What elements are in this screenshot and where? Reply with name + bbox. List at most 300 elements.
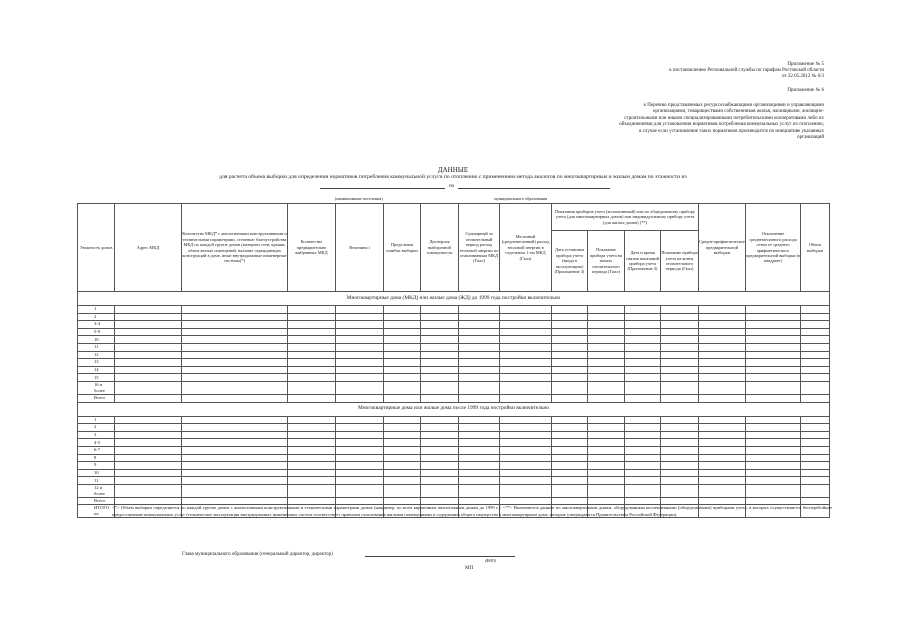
table-cell: [801, 469, 830, 477]
table-cell: [459, 424, 500, 432]
table-cell: [336, 477, 384, 485]
table-cell: [625, 484, 661, 497]
table-cell: [336, 469, 384, 477]
table-cell: [552, 484, 588, 497]
table-cell: [421, 484, 459, 497]
table-cell: [746, 306, 801, 314]
table-cell: [746, 477, 801, 485]
table-cell: [500, 462, 552, 470]
table-cell: [384, 351, 421, 359]
table-cell: [746, 359, 801, 367]
table-cell: [384, 469, 421, 477]
table-cell: [336, 343, 384, 351]
table-cell: [500, 431, 552, 439]
table-cell: [500, 454, 552, 462]
signature-label: Глава муниципального образования (генеральный директор, директор): [182, 552, 333, 557]
section-row: [78, 292, 830, 306]
table-cell: [552, 462, 588, 470]
table-cell: [661, 313, 699, 321]
table-cell: [288, 381, 336, 394]
table-cell: [588, 462, 625, 470]
floors-cell: ИТОГО по: [78, 505, 115, 518]
col-total-heat: Суммарный за отопительный период расход тепловой энергии по отапливаемым МКД (Гкал): [459, 204, 500, 292]
table-cell: [625, 477, 661, 485]
appendix-line: от 22.05.2012 № 6/3: [781, 74, 824, 80]
table-cell: [588, 454, 625, 462]
table-cell: [625, 336, 661, 344]
table-cell: [336, 328, 384, 336]
appendix-header: [524, 62, 824, 81]
table-cell: [588, 359, 625, 367]
table-cell: [552, 477, 588, 485]
table-cell: [661, 306, 699, 314]
floors-cell: 1: [78, 416, 115, 424]
table-cell: [384, 454, 421, 462]
table-cell: [746, 343, 801, 351]
table-cell: [459, 462, 500, 470]
appendix6-label: Приложение № 6: [787, 88, 824, 93]
table-cell: [801, 416, 830, 424]
table-cell: [661, 439, 699, 447]
col-sample-count: Количество предварительно выбранных МКД: [288, 204, 336, 292]
table-cell: [459, 321, 500, 329]
section1-title: Многоквартирные дома (МКД) или жилые дома (ЖД) до 1999 года постройки включительно: [78, 292, 830, 306]
table-cell: [421, 439, 459, 447]
col-monthly: Месячный (среднемесячный) расход тепловой энергии в отдельном 1-ом МКД (Гкал): [500, 204, 552, 292]
table-cell: [384, 328, 421, 336]
sub-reading-start: Показание прибора учета на начало отопительного периода (Гкал): [588, 231, 625, 292]
table-cell: [500, 484, 552, 497]
table-cell: [699, 477, 746, 485]
col-std: Отклонение среднемесячного расхода сетки от среднего арифметического предварительной выборки (в квадрате): [746, 204, 801, 292]
table-cell: [552, 431, 588, 439]
floors-cell: 12 и более: [78, 484, 115, 497]
table-cell: [459, 343, 500, 351]
table-cell: [625, 343, 661, 351]
table-cell: [336, 446, 384, 454]
table-cell: [421, 374, 459, 382]
table-cell: [115, 477, 182, 485]
table-cell: [115, 351, 182, 359]
table-cell: [182, 374, 288, 382]
table-cell: [336, 431, 384, 439]
approved-line: строительными или иными специализированными потребительскими кооперативами либо их: [624, 115, 824, 121]
table-cell: [625, 454, 661, 462]
table-cell: [699, 381, 746, 394]
floors-cell: 10: [78, 469, 115, 477]
table-cell: [182, 328, 288, 336]
table-cell: [746, 431, 801, 439]
table-cell: [625, 394, 661, 402]
table-cell: [115, 343, 182, 351]
table-row: [78, 416, 830, 424]
table-cell: [421, 462, 459, 470]
col-address: Адрес МКД: [115, 204, 182, 292]
table-cell: [801, 343, 830, 351]
table-cell: [801, 477, 830, 485]
table-cell: [182, 424, 288, 432]
table-cell: [421, 416, 459, 424]
table-cell: [500, 469, 552, 477]
table-cell: [500, 366, 552, 374]
table-cell: [288, 446, 336, 454]
table-cell: [746, 336, 801, 344]
floors-cell: 3-4: [78, 321, 115, 329]
table-cell: [336, 484, 384, 497]
table-cell: [801, 454, 830, 462]
floors-cell: 15: [78, 374, 115, 382]
table-cell: [661, 366, 699, 374]
floors-cell: 10: [78, 336, 115, 344]
table-row: [78, 343, 830, 351]
table-cell: [182, 469, 288, 477]
table-cell: [746, 394, 801, 402]
table-cell: [421, 343, 459, 351]
col-mean: Средне-арифметическое предварительной выборки: [699, 204, 746, 292]
table-cell: [288, 328, 336, 336]
floors-cell: 16 и более: [78, 381, 115, 394]
table-cell: [801, 484, 830, 497]
table-row: [78, 462, 830, 470]
table-cell: [182, 477, 288, 485]
floors-cell: 3: [78, 431, 115, 439]
table-cell: [384, 366, 421, 374]
section1-body: [78, 306, 830, 403]
table-cell: [421, 321, 459, 329]
table-cell: [661, 359, 699, 367]
table-cell: [384, 431, 421, 439]
table-row: [78, 306, 830, 314]
table-cell: [801, 328, 830, 336]
table-cell: [288, 431, 336, 439]
table-cell: [801, 431, 830, 439]
approved-line: объединениями для установления нормативов потребления коммунальных услуг по отоплению,: [619, 122, 824, 128]
table-cell: [699, 454, 746, 462]
table-cell: [588, 343, 625, 351]
floors-cell: Всего: [78, 394, 115, 402]
table-row: [78, 439, 830, 447]
table-cell: [552, 366, 588, 374]
table-cell: [288, 454, 336, 462]
table-cell: [552, 313, 588, 321]
table-cell: [288, 394, 336, 402]
table-cell: [625, 328, 661, 336]
table-cell: [801, 306, 830, 314]
table-cell: [801, 351, 830, 359]
table-cell: [459, 328, 500, 336]
table-cell: [384, 306, 421, 314]
table-cell: [384, 424, 421, 432]
floors-cell: Всего: [78, 497, 115, 505]
table-cell: [384, 439, 421, 447]
table-cell: [746, 328, 801, 336]
table-cell: [746, 313, 801, 321]
table-cell: [459, 336, 500, 344]
table-cell: [699, 484, 746, 497]
table-row: [78, 321, 830, 329]
table-cell: [288, 313, 336, 321]
appendix-line: Приложение № 5: [787, 62, 824, 67]
table-cell: [421, 306, 459, 314]
table-cell: [500, 321, 552, 329]
table-cell: [661, 454, 699, 462]
table-row: [78, 328, 830, 336]
table-cell: [699, 351, 746, 359]
table-cell: [288, 366, 336, 374]
table-cell: [661, 343, 699, 351]
table-cell: [500, 439, 552, 447]
table-cell: [288, 469, 336, 477]
col-floors: Этажность домов: [78, 204, 115, 292]
table-cell: [421, 424, 459, 432]
table-cell: [552, 424, 588, 432]
table-cell: [421, 431, 459, 439]
table-cell: [588, 416, 625, 424]
table-cell: [384, 381, 421, 394]
table-cell: [459, 381, 500, 394]
floors-cell: 1: [78, 306, 115, 314]
table-cell: [588, 374, 625, 382]
table-cell: [801, 381, 830, 394]
table-cell: [384, 343, 421, 351]
table-cell: [384, 336, 421, 344]
table-cell: [115, 416, 182, 424]
table-cell: [661, 462, 699, 470]
table-cell: [625, 462, 661, 470]
signature-caption: (ФИО): [485, 559, 497, 563]
blank-line: [320, 182, 445, 189]
table-cell: [115, 336, 182, 344]
table-cell: [746, 416, 801, 424]
table-cell: [421, 313, 459, 321]
table-cell: [588, 439, 625, 447]
table-cell: [459, 366, 500, 374]
table-cell: [182, 381, 288, 394]
po-label: по: [449, 184, 455, 189]
table-cell: [421, 366, 459, 374]
table-cell: [459, 477, 500, 485]
table-cell: [801, 424, 830, 432]
table-cell: [500, 446, 552, 454]
table-cell: [588, 424, 625, 432]
table-cell: [500, 394, 552, 402]
table-cell: [552, 439, 588, 447]
table-cell: [459, 446, 500, 454]
table-cell: [459, 359, 500, 367]
table-cell: [552, 454, 588, 462]
table-cell: [182, 394, 288, 402]
table-cell: [699, 446, 746, 454]
table-cell: [336, 381, 384, 394]
table-cell: [459, 306, 500, 314]
table-cell: [625, 439, 661, 447]
table-cell: [699, 462, 746, 470]
table-cell: [384, 321, 421, 329]
floors-cell: 2: [78, 313, 115, 321]
table-cell: [384, 313, 421, 321]
table-cell: [661, 351, 699, 359]
table-cell: [115, 321, 182, 329]
table-cell: [421, 336, 459, 344]
table-cell: [288, 439, 336, 447]
table-row: [78, 359, 830, 367]
table-cell: [625, 306, 661, 314]
table-cell: [384, 462, 421, 470]
table-cell: [801, 394, 830, 402]
table-cell: [661, 446, 699, 454]
col-variance: Дисперсия выборочной совокупности: [421, 204, 459, 292]
data-table: [77, 203, 830, 518]
table-cell: [115, 431, 182, 439]
table-cell: [699, 416, 746, 424]
floors-cell: 13: [78, 359, 115, 367]
table-cell: [500, 374, 552, 382]
table-cell: [500, 343, 552, 351]
table-row: [78, 313, 830, 321]
table-cell: [699, 328, 746, 336]
sub-reading-end: Показание прибора учета на конец отопительного периода (Гкал): [661, 231, 699, 292]
table-cell: [288, 484, 336, 497]
table-cell: [500, 359, 552, 367]
table-cell: [699, 439, 746, 447]
table-cell: [661, 374, 699, 382]
table-cell: [801, 321, 830, 329]
table-cell: [746, 454, 801, 462]
table-cell: [500, 336, 552, 344]
table-cell: [336, 416, 384, 424]
document-subtitle: для расчета объема выборки для определения нормативов потребления коммунальной услуги по отоплению с применением метода аналогов по многоквартирным и жилым домам по этажности из: [219, 174, 687, 180]
table-cell: [699, 431, 746, 439]
table-cell: [588, 477, 625, 485]
table-row: [78, 374, 830, 382]
table-cell: [746, 424, 801, 432]
table-cell: [384, 446, 421, 454]
table-cell: [421, 394, 459, 402]
table-cell: [384, 484, 421, 497]
table-cell: [421, 446, 459, 454]
table-cell: [336, 462, 384, 470]
footnotes: [112, 504, 832, 518]
approved-line: организаций: [797, 135, 824, 141]
table-row: [78, 431, 830, 439]
col-volume: Объем выборки: [801, 204, 830, 292]
table-cell: [421, 359, 459, 367]
table-row: [78, 446, 830, 454]
table-cell: [801, 359, 830, 367]
table-cell: [459, 454, 500, 462]
section-row: [78, 402, 830, 416]
table-cell: [661, 416, 699, 424]
table-cell: [459, 484, 500, 497]
table-cell: [699, 343, 746, 351]
table-cell: [182, 446, 288, 454]
table-cell: [182, 359, 288, 367]
table-cell: [115, 313, 182, 321]
table-cell: [421, 477, 459, 485]
table-cell: [115, 374, 182, 382]
table-cell: [288, 343, 336, 351]
table-cell: [336, 359, 384, 367]
table-cell: [661, 484, 699, 497]
table-cell: [699, 424, 746, 432]
sub-date-start: Дата и время снятия показаний прибора учета (Приложение 3): [625, 231, 661, 292]
table-cell: [288, 336, 336, 344]
floors-cell: 12: [78, 351, 115, 359]
table-cell: [801, 439, 830, 447]
floors-cell: 4-5: [78, 439, 115, 447]
table-cell: [625, 313, 661, 321]
table-cell: [182, 313, 288, 321]
table-cell: [336, 336, 384, 344]
table-row: [78, 336, 830, 344]
table-cell: [588, 366, 625, 374]
blank-line: [458, 182, 610, 189]
table-cell: [699, 374, 746, 382]
table-cell: [552, 446, 588, 454]
table-cell: [625, 381, 661, 394]
floors-cell: 9: [78, 462, 115, 470]
table-row: [78, 394, 830, 402]
table-cell: [801, 462, 830, 470]
table-cell: [421, 381, 459, 394]
table-cell: [552, 469, 588, 477]
table-row: [78, 469, 830, 477]
table-cell: [115, 462, 182, 470]
floors-cell: 6-7: [78, 446, 115, 454]
stamp-place-label: МП: [465, 566, 474, 571]
table-cell: [588, 306, 625, 314]
floors-cell: 8: [78, 454, 115, 462]
floors-cell: 11: [78, 477, 115, 485]
table-cell: [699, 366, 746, 374]
footnote-1: <*> Объем выборки определяется по каждой группе домов с аналогичными конструктивными и техническими параметрами домов (например, по всем кирпичным пятиэтажным домам до 1999 г.);: [112, 505, 502, 510]
table-cell: [459, 431, 500, 439]
table-cell: [625, 431, 661, 439]
table-cell: [115, 469, 182, 477]
footnote-2: <**> Включаются данные по многоквартирным домам, оборудованным коллективными (общедомовыми) приборами учета, в которых осуществляется бесперебойное предоставление коммунальных услуг (техническое эксплуатация внутридомовых инженерных систем соответствует правилам пользования жилыми помещениями и содержания общего имущества в многоквартирном доме, которые утверждаются Правительством Российской Федерации).: [112, 505, 832, 517]
table-cell: [384, 394, 421, 402]
table-cell: [384, 416, 421, 424]
floors-cell: 2: [78, 424, 115, 432]
table-cell: [552, 336, 588, 344]
table-cell: [588, 328, 625, 336]
table-cell: [746, 462, 801, 470]
settlement-caption: (наименование поселения): [335, 196, 383, 201]
table-cell: [661, 394, 699, 402]
table-cell: [500, 351, 552, 359]
table-cell: [552, 351, 588, 359]
table-cell: [115, 454, 182, 462]
table-cell: [746, 351, 801, 359]
table-cell: [336, 313, 384, 321]
table-cell: [115, 484, 182, 497]
table-cell: [552, 343, 588, 351]
table-cell: [625, 424, 661, 432]
table-cell: [500, 328, 552, 336]
table-cell: [588, 484, 625, 497]
approved-line: в случае если установление таких нормативов производится по инициативе указанных: [639, 128, 824, 134]
table-cell: [115, 424, 182, 432]
section2-title: Многоквартирные дома или жилые дома после 1999 года постройки включительно: [78, 402, 830, 416]
table-cell: [661, 321, 699, 329]
table-cell: [699, 321, 746, 329]
table-cell: [699, 306, 746, 314]
table-row: [78, 424, 830, 432]
table-cell: [625, 351, 661, 359]
table-cell: [588, 321, 625, 329]
col-error: Предельная ошибка выборки: [384, 204, 421, 292]
table-header-row: [78, 204, 830, 231]
